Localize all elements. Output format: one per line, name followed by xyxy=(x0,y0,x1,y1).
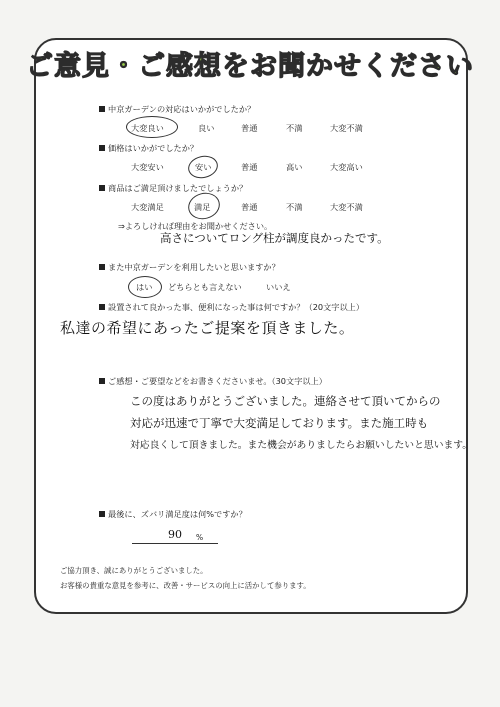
q3-option-3[interactable]: 普通 xyxy=(241,202,258,212)
q4-option-1[interactable]: はい xyxy=(136,282,153,292)
selection-circle xyxy=(128,276,162,298)
question-3 xyxy=(99,183,247,194)
question-6 xyxy=(99,376,327,387)
q1-option-2[interactable]: 良い xyxy=(198,123,215,133)
question-1-text: 中京ガーデンの対応はいかがでしたか？ xyxy=(108,104,256,114)
q4-option-2[interactable]: どちらとも言えない xyxy=(168,282,242,292)
question-4 xyxy=(99,262,280,273)
satisfaction-value: 90 xyxy=(168,528,182,541)
q2-option-1[interactable]: 大変安い xyxy=(131,162,164,172)
q1-option-3[interactable]: 普通 xyxy=(241,123,258,133)
satisfaction-unit: % xyxy=(196,533,204,542)
reason-answer: 高さについてロング柱が調度良かったです。 xyxy=(160,231,389,245)
q1-option-1[interactable]: 大変良い xyxy=(131,123,164,133)
q1-option-5[interactable]: 大変不満 xyxy=(330,123,363,133)
q3-option-5[interactable]: 大変不満 xyxy=(330,202,363,212)
survey-title: ご意見・ご感想をお聞かせください xyxy=(26,51,474,82)
q2-option-5[interactable]: 大変高い xyxy=(330,162,363,172)
q6-answer-line-3: 対応良くして頂きました。また機会がありましたらお願いしたいと思います。 xyxy=(130,440,473,451)
reason-prompt: ⇒よろしければ理由をお聞かせください。 xyxy=(118,221,273,231)
question-5-text: 設置されて良かった事、便利になった事は何ですか？（20文字以上） xyxy=(108,302,365,312)
q4-option-3[interactable]: いいえ xyxy=(266,282,291,292)
bullet-icon xyxy=(99,264,105,270)
q2-option-3[interactable]: 普通 xyxy=(241,162,258,172)
bullet-icon xyxy=(99,304,105,310)
q3-option-2[interactable]: 満足 xyxy=(194,202,211,212)
question-3-text: 商品はご満足頂けましたでしょうか？ xyxy=(108,183,248,193)
bullet-icon xyxy=(99,106,105,112)
q2-option-2[interactable]: 安い xyxy=(195,162,212,172)
question-7-text: 最後に、ズバリ満足度は何%ですか？ xyxy=(108,509,247,519)
bullet-icon xyxy=(99,511,105,517)
bullet-icon xyxy=(99,145,105,151)
question-1 xyxy=(99,104,255,115)
question-4-text: また中京ガーデンを利用したいと思いますか？ xyxy=(108,262,280,272)
q6-answer-line-2: 対応が迅速で丁寧で大変満足しております。また施工時も xyxy=(130,416,429,430)
question-6-text: ご感想・ご要望などをお書きくださいませ。（30文字以上） xyxy=(108,376,327,386)
q6-answer-line-1: この度はありがとうございました。連絡させて頂いてからの xyxy=(130,394,441,408)
q2-option-4[interactable]: 高い xyxy=(286,162,303,172)
question-7 xyxy=(99,509,247,520)
bullet-icon xyxy=(99,378,105,384)
question-2-text: 価格はいかがでしたか？ xyxy=(108,143,199,153)
bullet-icon xyxy=(99,185,105,191)
question-5 xyxy=(99,302,364,313)
q1-option-4[interactable]: 不満 xyxy=(286,123,303,133)
footer-thanks: ご協力頂き、誠にありがとうございました。 xyxy=(60,566,208,575)
answer-underline xyxy=(132,543,218,544)
footer-note: お客様の貴重な意見を参考に、改善・サービスの向上に活かして参ります。 xyxy=(60,581,311,590)
q3-option-1[interactable]: 大変満足 xyxy=(131,202,164,212)
selection-circle xyxy=(126,116,178,138)
q3-option-4[interactable]: 不満 xyxy=(286,202,303,212)
question-2 xyxy=(99,143,198,154)
q5-answer: 私達の希望にあったご提案を頂きました。 xyxy=(60,319,355,337)
